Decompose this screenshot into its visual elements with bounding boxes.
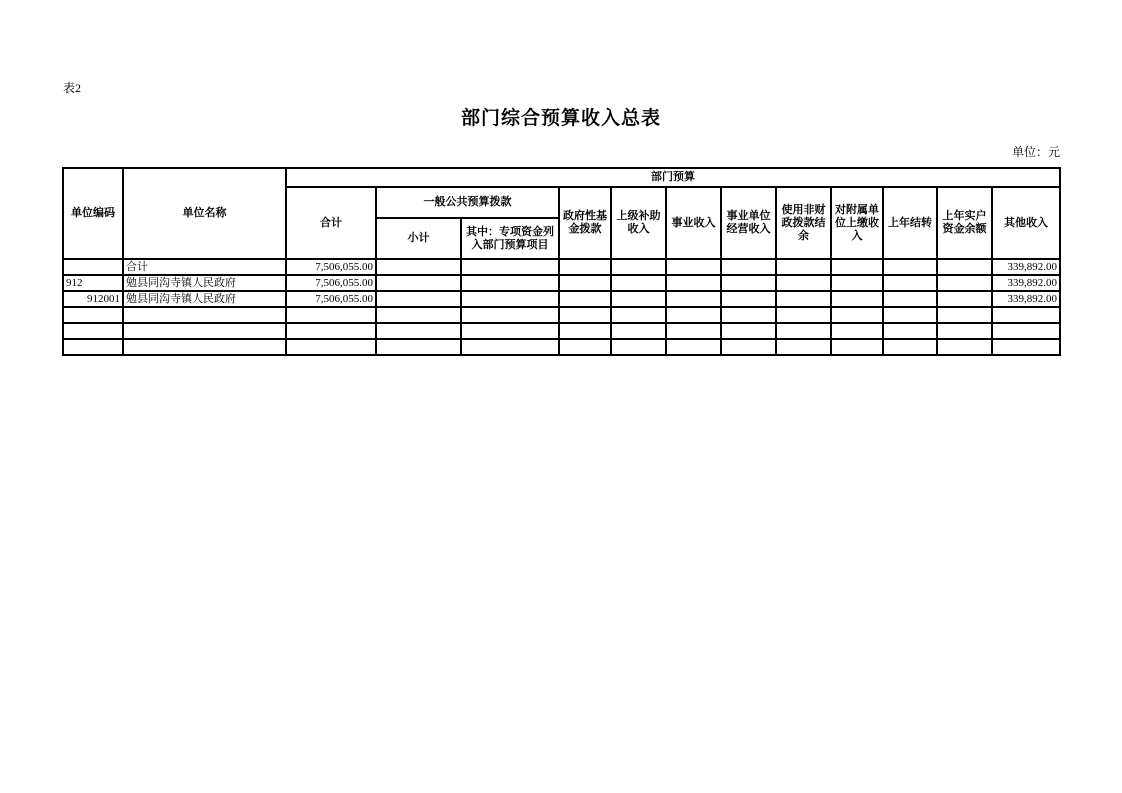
cell-affiliated-upturn — [831, 291, 883, 307]
cell-affiliated-upturn — [831, 339, 883, 355]
cell-operating-income — [721, 339, 776, 355]
table-header — [63, 168, 1060, 259]
cell-non-fiscal-balance — [776, 307, 831, 323]
budget-income-table — [62, 167, 1061, 356]
col-header-gov-fund: 政府性基金拨款 — [559, 187, 611, 259]
table-row-empty-2 — [63, 323, 1060, 339]
cell-total — [286, 307, 376, 323]
cell-unit-code: 912001 — [63, 291, 123, 307]
col-header-other-income: 其他收入 — [992, 187, 1060, 259]
cell-operating-income — [721, 307, 776, 323]
cell-other-income: 339,892.00 — [992, 259, 1060, 275]
col-header-prev-year-actual-balance: 上年实户资金余额 — [937, 187, 992, 259]
cell-operating-income — [721, 323, 776, 339]
cell-affiliated-upturn — [831, 307, 883, 323]
cell-total: 7,506,055.00 — [286, 275, 376, 291]
cell-other-income — [992, 307, 1060, 323]
cell-unit-name: 合计 — [123, 259, 286, 275]
col-header-affiliated-upturn: 对附属单位上缴收入 — [831, 187, 883, 259]
unit-note: 单位：元 — [1011, 145, 1060, 159]
cell-other-income — [992, 339, 1060, 355]
cell-total — [286, 339, 376, 355]
cell-subtotal — [376, 307, 461, 323]
cell-prev-year-carryover — [883, 259, 937, 275]
cell-non-fiscal-balance — [776, 339, 831, 355]
cell-unit-code: 912 — [63, 275, 123, 291]
cell-special-fund-item — [461, 291, 559, 307]
cell-prev-year-actual-balance — [937, 307, 992, 323]
sheet-label: 表2 — [63, 81, 82, 95]
cell-prev-year-actual-balance — [937, 323, 992, 339]
cell-affiliated-upturn — [831, 323, 883, 339]
col-header-total: 合计 — [286, 187, 376, 259]
table-body — [63, 259, 1060, 355]
cell-special-fund-item — [461, 307, 559, 323]
cell-special-fund-item — [461, 323, 559, 339]
cell-business-income — [666, 291, 721, 307]
cell-superior-subsidy — [611, 259, 666, 275]
cell-special-fund-item — [461, 339, 559, 355]
cell-non-fiscal-balance — [776, 275, 831, 291]
cell-special-fund-item — [461, 275, 559, 291]
cell-other-income: 339,892.00 — [992, 275, 1060, 291]
cell-business-income — [666, 339, 721, 355]
cell-prev-year-carryover — [883, 339, 937, 355]
cell-prev-year-actual-balance — [937, 339, 992, 355]
col-header-operating-income: 事业单位经营收入 — [721, 187, 776, 259]
cell-total — [286, 323, 376, 339]
cell-unit-name — [123, 307, 286, 323]
cell-prev-year-carryover — [883, 291, 937, 307]
col-header-superior-subsidy: 上级补助收入 — [611, 187, 666, 259]
cell-business-income — [666, 307, 721, 323]
cell-prev-year-carryover — [883, 275, 937, 291]
cell-unit-name: 勉县同沟寺镇人民政府 — [123, 291, 286, 307]
cell-unit-name — [123, 339, 286, 355]
cell-special-fund-item — [461, 259, 559, 275]
cell-superior-subsidy — [611, 307, 666, 323]
cell-subtotal — [376, 291, 461, 307]
cell-gov-fund — [559, 291, 611, 307]
table-row-empty-1 — [63, 307, 1060, 323]
cell-total: 7,506,055.00 — [286, 259, 376, 275]
col-header-prev-year-carryover: 上年结转 — [883, 187, 937, 259]
cell-operating-income — [721, 275, 776, 291]
cell-prev-year-actual-balance — [937, 275, 992, 291]
col-header-business-income: 事业收入 — [666, 187, 721, 259]
cell-gov-fund — [559, 259, 611, 275]
cell-prev-year-actual-balance — [937, 291, 992, 307]
col-header-general-public-budget: 一般公共预算拨款 — [376, 187, 559, 218]
cell-unit-code — [63, 339, 123, 355]
cell-other-income: 339,892.00 — [992, 291, 1060, 307]
cell-total: 7,506,055.00 — [286, 291, 376, 307]
cell-business-income — [666, 275, 721, 291]
cell-superior-subsidy — [611, 275, 666, 291]
cell-other-income — [992, 323, 1060, 339]
header-row-1 — [63, 168, 1060, 187]
table-row-912 — [63, 275, 1060, 291]
cell-superior-subsidy — [611, 291, 666, 307]
col-header-unit-code: 单位编码 — [63, 168, 123, 259]
cell-unit-code — [63, 259, 123, 275]
col-header-non-fiscal-balance: 使用非财政拨款结余 — [776, 187, 831, 259]
cell-affiliated-upturn — [831, 259, 883, 275]
cell-prev-year-carryover — [883, 307, 937, 323]
cell-subtotal — [376, 275, 461, 291]
table-row-912001 — [63, 291, 1060, 307]
cell-non-fiscal-balance — [776, 323, 831, 339]
col-header-dept-budget: 部门预算 — [286, 168, 1060, 187]
cell-subtotal — [376, 323, 461, 339]
col-header-special-fund-item: 其中：专项资金列入部门预算项目 — [461, 218, 559, 259]
table-row-empty-3 — [63, 339, 1060, 355]
cell-unit-code — [63, 307, 123, 323]
page-title: 部门综合预算收入总表 — [460, 108, 661, 129]
cell-gov-fund — [559, 323, 611, 339]
col-header-subtotal: 小计 — [376, 218, 461, 259]
cell-gov-fund — [559, 339, 611, 355]
cell-gov-fund — [559, 307, 611, 323]
cell-non-fiscal-balance — [776, 259, 831, 275]
cell-operating-income — [721, 259, 776, 275]
cell-affiliated-upturn — [831, 275, 883, 291]
cell-business-income — [666, 323, 721, 339]
cell-subtotal — [376, 259, 461, 275]
cell-superior-subsidy — [611, 323, 666, 339]
cell-unit-name: 勉县同沟寺镇人民政府 — [123, 275, 286, 291]
cell-unit-name — [123, 323, 286, 339]
cell-non-fiscal-balance — [776, 291, 831, 307]
cell-gov-fund — [559, 275, 611, 291]
cell-operating-income — [721, 291, 776, 307]
cell-prev-year-actual-balance — [937, 259, 992, 275]
cell-unit-code — [63, 323, 123, 339]
cell-subtotal — [376, 339, 461, 355]
cell-business-income — [666, 259, 721, 275]
cell-prev-year-carryover — [883, 323, 937, 339]
cell-superior-subsidy — [611, 339, 666, 355]
col-header-unit-name: 单位名称 — [123, 168, 286, 259]
table-row-total — [63, 259, 1060, 275]
